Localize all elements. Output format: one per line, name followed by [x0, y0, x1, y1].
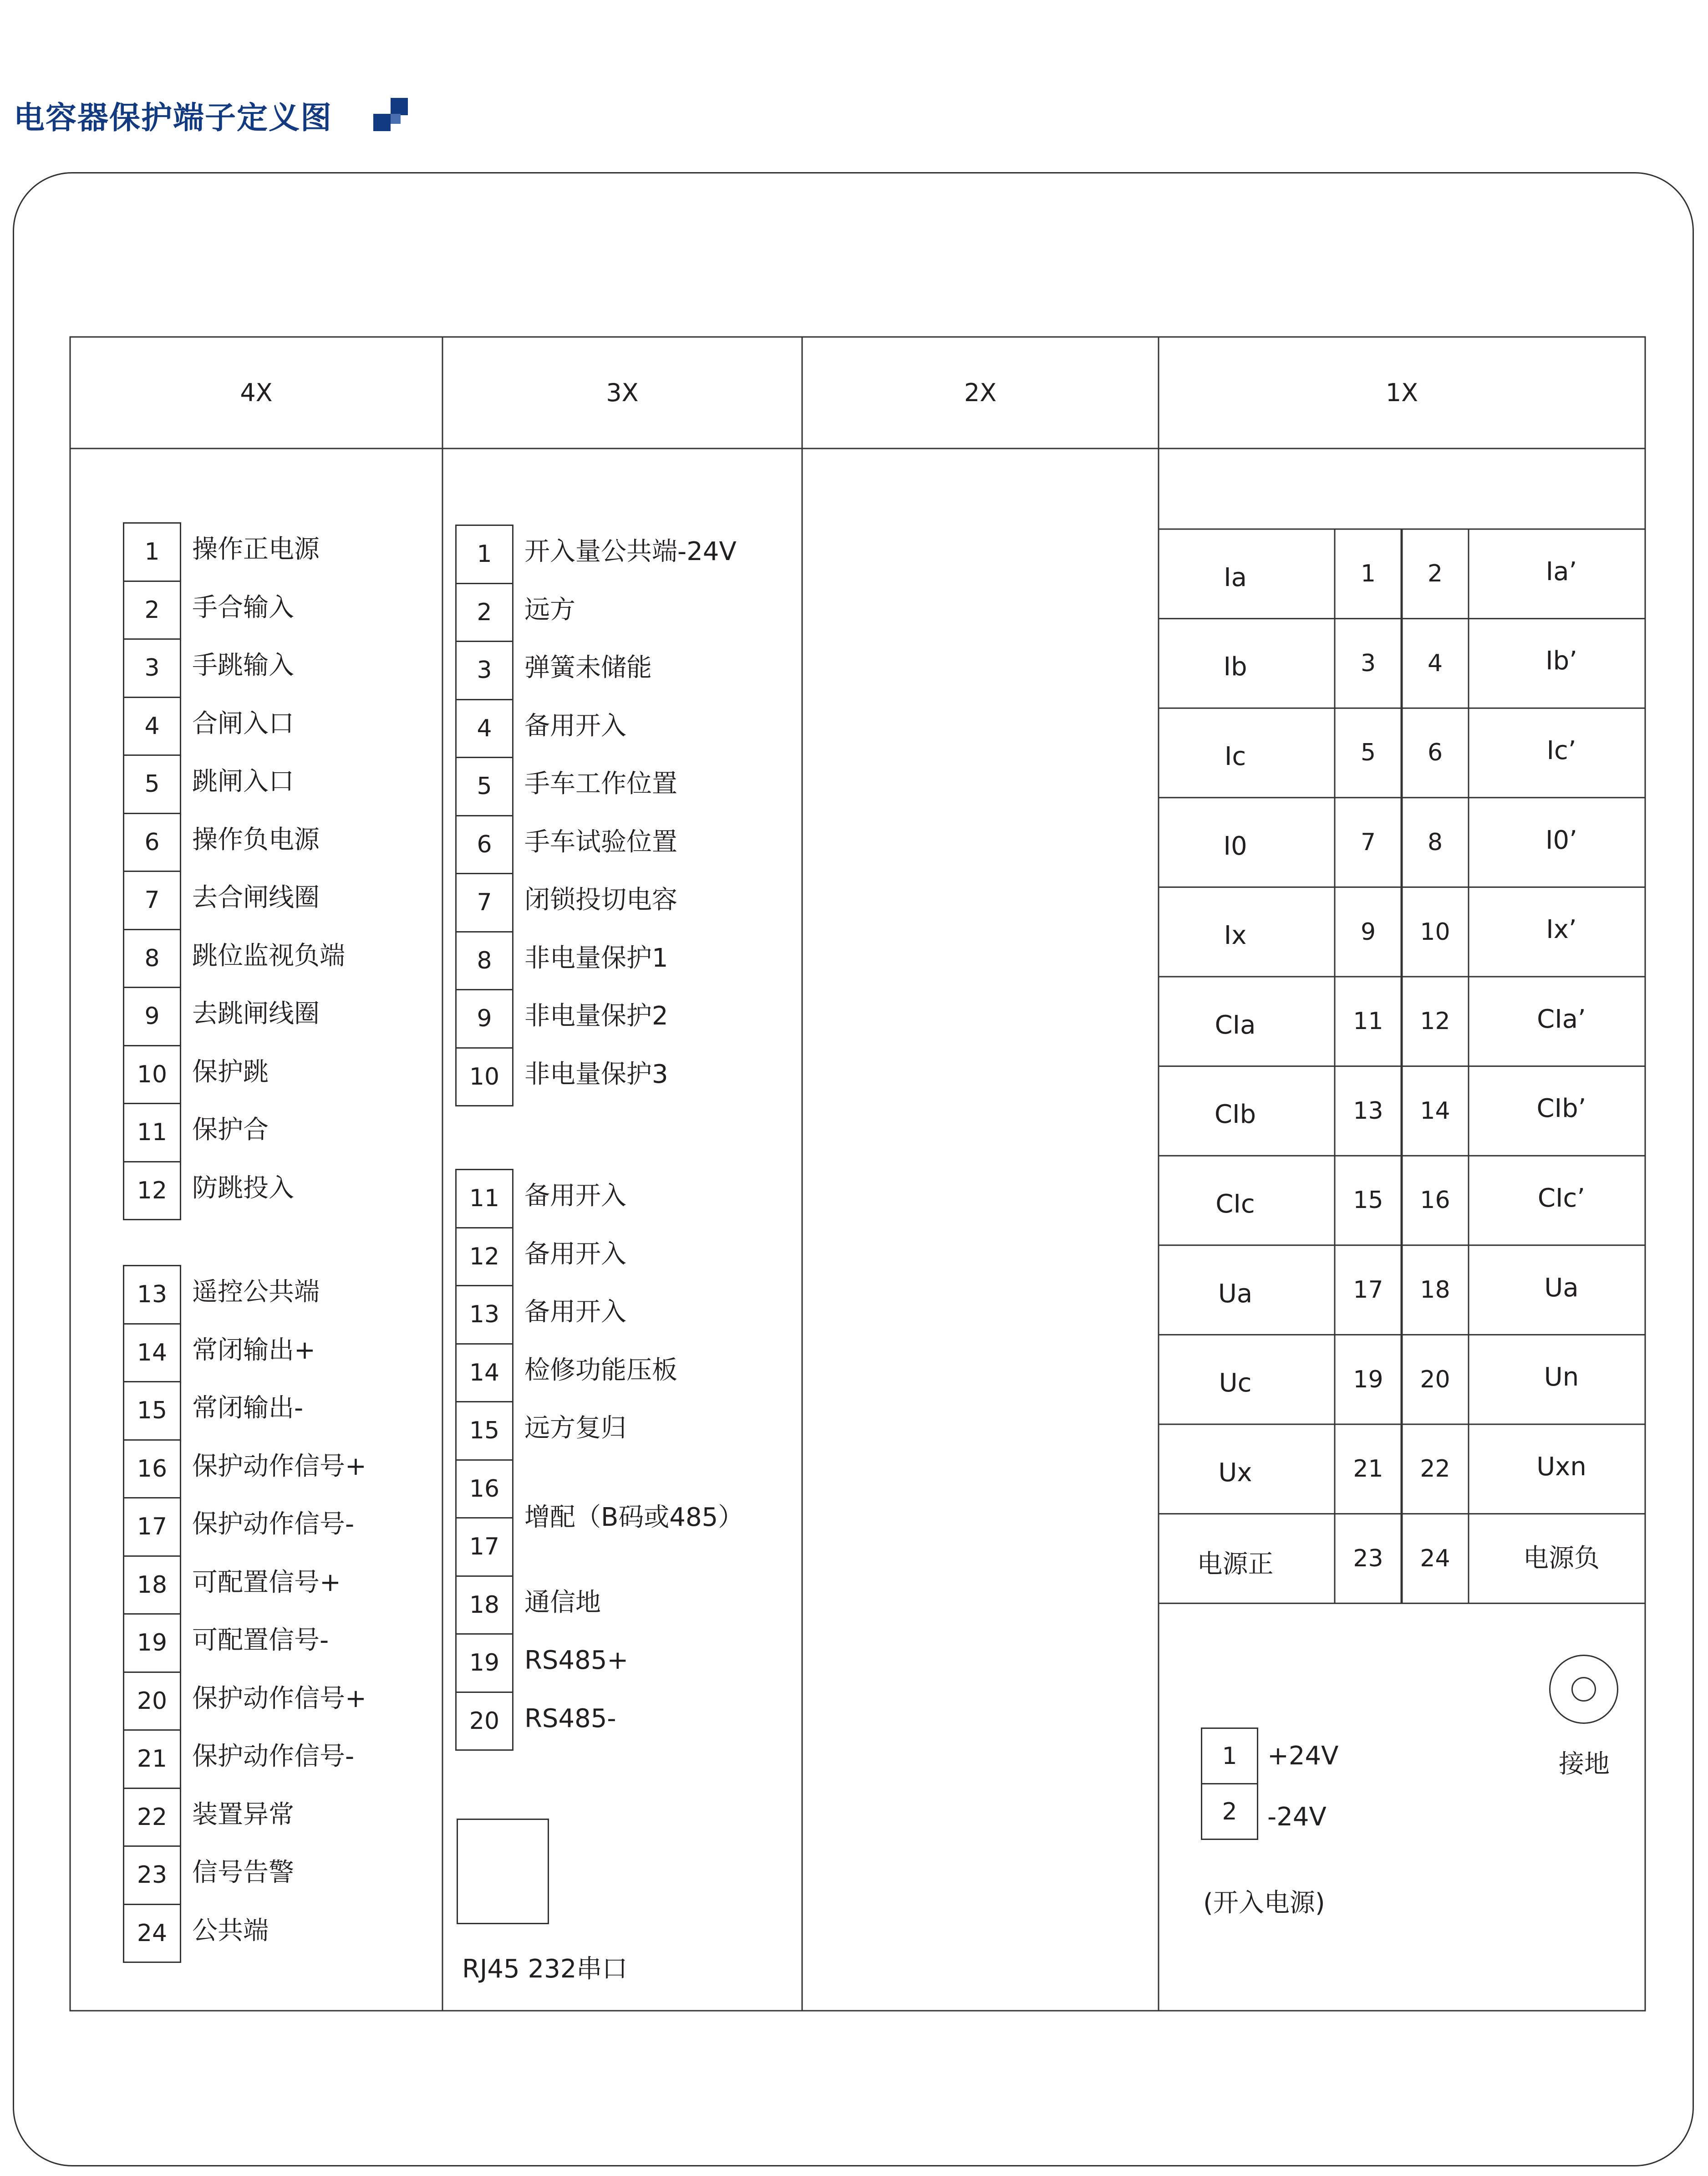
terminal-3x-num: 14 [455, 1343, 513, 1403]
terminal-3x-label: 备用开入 [524, 1181, 626, 1211]
terminal-3x-num: 18 [455, 1575, 513, 1635]
ground-terminal-icon [1549, 1655, 1618, 1724]
terminal-4x-label: 防跳投入 [192, 1173, 294, 1203]
terminal-4x-label: 保护动作信号+ [192, 1683, 366, 1713]
terminal-4x-num: 19 [123, 1613, 181, 1673]
terminal-1x-num-left: 5 [1360, 739, 1376, 767]
terminal-3x-label: 手车工作位置 [524, 769, 677, 799]
terminal-4x-label: 保护动作信号- [192, 1742, 355, 1771]
terminal-3x-label: 远方复归 [524, 1413, 626, 1443]
terminal-1x-num-left: 3 [1360, 649, 1376, 677]
terminal-3x-num: 8 [455, 931, 513, 991]
rj45-port-icon [457, 1819, 549, 1924]
terminal-3x-label: 非电量保护1 [524, 943, 668, 973]
terminal-4x-num: 7 [123, 871, 181, 930]
terminal-1x-right: CIb’ [1536, 1094, 1586, 1124]
terminal-3x-num: 2 [455, 583, 513, 642]
header-4x: 4X [240, 378, 273, 407]
terminal-4x-num: 12 [123, 1161, 181, 1221]
terminal-4x-label: 操作正电源 [192, 535, 320, 564]
terminal-4x-label: 常闭输出+ [192, 1335, 315, 1365]
terminal-1x-left: Ix [1224, 921, 1247, 951]
terminal-1x-num-left: 17 [1353, 1276, 1383, 1304]
terminal-1x-right: Ix’ [1546, 915, 1577, 945]
terminal-4x-num: 18 [123, 1555, 181, 1615]
terminal-4x-num: 3 [123, 638, 181, 698]
terminal-3x-label: 开入量公共端-24V [524, 537, 737, 566]
terminal-3x-label: 检修功能压板 [524, 1355, 677, 1385]
terminal-1x-left: Uc [1219, 1368, 1252, 1398]
terminal-4x-label: 可配置信号- [192, 1626, 329, 1655]
dc-input-num-2: 2 [1201, 1783, 1258, 1840]
terminal-1x-right: Un [1544, 1362, 1579, 1392]
terminal-1x-num-left: 1 [1360, 560, 1376, 588]
terminal-1x-num-right: 22 [1420, 1455, 1450, 1483]
ground-label: 接地 [1559, 1749, 1610, 1779]
terminal-4x-label: 信号告警 [192, 1858, 294, 1887]
terminal-3x-num: 11 [455, 1169, 513, 1228]
terminal-1x-left: I0 [1223, 831, 1247, 861]
terminal-1x-num-left: 11 [1353, 1008, 1383, 1035]
terminal-3x-num: 15 [455, 1401, 513, 1461]
terminal-1x-right: Ua [1544, 1273, 1579, 1303]
terminal-1x-num-right: 4 [1427, 649, 1443, 677]
terminal-3x-num: 4 [455, 699, 513, 759]
terminal-1x-left: Ux [1218, 1457, 1252, 1488]
terminal-3x-num: 7 [455, 873, 513, 933]
terminal-4x-label: 跳闸入口 [192, 767, 294, 796]
terminal-3x-label: 远方 [524, 595, 575, 625]
terminal-3x-num: 1 [455, 525, 513, 584]
rj45-label: RJ45 232串口 [462, 1954, 628, 1984]
terminal-4x-label: 遥控公共端 [192, 1277, 320, 1307]
terminal-4x-num: 21 [123, 1729, 181, 1789]
terminal-1x-num-left: 15 [1353, 1187, 1383, 1214]
terminal-3x-label: 备用开入 [524, 1239, 626, 1269]
terminal-4x-num: 1 [123, 522, 181, 582]
terminal-4x-label: 去合闸线圈 [192, 883, 320, 912]
header-3x: 3X [606, 378, 639, 407]
terminal-1x-left: Ia [1224, 562, 1247, 592]
dc-input-label-2: -24V [1267, 1802, 1327, 1832]
terminal-4x-label: 保护动作信号+ [192, 1451, 366, 1481]
terminal-4x-num: 5 [123, 754, 181, 814]
terminal-1x-num-right: 16 [1420, 1187, 1450, 1214]
terminal-1x-num-right: 18 [1420, 1276, 1450, 1304]
terminal-1x-num-left: 19 [1353, 1366, 1383, 1393]
dc-input-caption: (开入电源) [1203, 1888, 1325, 1918]
terminal-3x-label: 非电量保护2 [524, 1001, 668, 1031]
terminal-1x-left: Ic [1224, 741, 1246, 771]
terminal-1x-right: CIc’ [1537, 1183, 1586, 1213]
terminal-1x-right: CIa’ [1537, 1004, 1586, 1034]
header-2x: 2X [964, 378, 997, 407]
terminal-1x-right: Ic’ [1546, 735, 1576, 765]
terminal-1x-left: 电源正 [1197, 1549, 1274, 1579]
terminal-3x-label: 通信地 [524, 1587, 601, 1617]
terminal-1x-left: Ua [1218, 1279, 1253, 1309]
terminal-4x-num: 16 [123, 1439, 181, 1499]
terminal-4x-num: 14 [123, 1323, 181, 1383]
terminal-4x-label: 手合输入 [192, 592, 294, 622]
header-1x: 1X [1385, 378, 1418, 407]
terminal-3x-label: RS485- [524, 1703, 616, 1733]
terminal-1x-num-left: 7 [1360, 829, 1376, 856]
terminal-1x-left: CIb [1214, 1100, 1256, 1130]
terminal-3x-num: 16 [455, 1459, 513, 1519]
terminal-3x-label: 闭锁投切电容 [524, 885, 677, 915]
terminal-4x-num: 4 [123, 697, 181, 756]
terminal-3x-num: 6 [455, 815, 513, 875]
terminal-1x-left: CIc [1215, 1189, 1255, 1219]
terminal-4x-label: 跳位监视负端 [192, 941, 345, 971]
terminal-3x-label: RS485+ [524, 1646, 629, 1675]
terminal-4x-label: 保护动作信号- [192, 1509, 355, 1539]
terminal-1x-num-left: 13 [1353, 1097, 1383, 1125]
terminal-1x-right: Ib’ [1545, 646, 1577, 676]
terminal-4x-label: 保护跳 [192, 1057, 269, 1087]
terminal-4x-num: 13 [123, 1265, 181, 1325]
terminal-4x-num: 20 [123, 1671, 181, 1731]
terminal-1x-num-right: 6 [1427, 739, 1443, 767]
terminal-3x-label: 手车试验位置 [524, 827, 677, 857]
terminal-4x-label: 装置异常 [192, 1799, 294, 1829]
terminal-3x-num: 3 [455, 641, 513, 700]
terminal-3x-num: 19 [455, 1633, 513, 1693]
terminal-1x-num-right: 14 [1420, 1097, 1450, 1125]
terminal-4x-num: 22 [123, 1788, 181, 1847]
terminal-4x-label: 合闸入口 [192, 708, 294, 739]
terminal-3x-num: 9 [455, 989, 513, 1049]
terminal-1x-right: I0’ [1545, 825, 1577, 855]
terminal-3x-num: 12 [455, 1227, 513, 1287]
terminal-3x-num: 5 [455, 757, 513, 816]
terminal-1x-num-left: 9 [1360, 918, 1376, 946]
terminal-4x-num: 2 [123, 581, 181, 640]
terminal-4x-num: 15 [123, 1381, 181, 1441]
terminal-4x-label: 操作负电源 [192, 825, 320, 855]
terminal-3x-num: 13 [455, 1285, 513, 1345]
terminal-1x-num-right: 8 [1427, 829, 1443, 856]
terminal-4x-num: 9 [123, 987, 181, 1046]
terminal-4x-num: 6 [123, 813, 181, 872]
dc-input-num-1: 1 [1201, 1728, 1258, 1784]
terminal-4x-num: 11 [123, 1103, 181, 1162]
terminal-4x-label: 保护合 [192, 1115, 269, 1145]
terminal-3x-label: 弹簧未储能 [524, 653, 652, 683]
terminal-1x-left: Ib [1223, 652, 1247, 682]
dc-input-label-1: +24V [1267, 1741, 1339, 1771]
terminal-3x-label: 非电量保护3 [524, 1059, 668, 1089]
terminal-4x-num: 24 [123, 1904, 181, 1963]
terminal-1x-num-right: 12 [1420, 1008, 1450, 1035]
terminal-1x-num-right: 24 [1420, 1544, 1450, 1572]
terminal-3x-num: 17 [455, 1517, 513, 1577]
terminal-4x-num: 23 [123, 1845, 181, 1905]
terminal-1x-num-right: 10 [1420, 918, 1450, 946]
terminal-1x-num-right: 20 [1420, 1366, 1450, 1393]
merged-label-16-17: 增配（B码或485） [524, 1503, 744, 1532]
terminal-4x-label: 可配置信号+ [192, 1567, 341, 1597]
page-title: 电容器保护端子定义图 [14, 100, 333, 136]
terminal-1x-right: Uxn [1536, 1452, 1586, 1482]
terminal-4x-label: 手跳输入 [192, 651, 294, 680]
terminal-3x-num: 10 [455, 1047, 513, 1107]
terminal-4x-num: 8 [123, 929, 181, 989]
terminal-1x-left: CIa [1215, 1010, 1256, 1040]
terminal-4x-num: 17 [123, 1497, 181, 1557]
terminal-4x-label: 去跳闸线圈 [192, 999, 320, 1029]
terminal-3x-num: 20 [455, 1692, 513, 1751]
terminal-3x-label: 备用开入 [524, 1297, 626, 1327]
terminal-4x-num: 10 [123, 1045, 181, 1105]
terminal-1x-num-left: 21 [1353, 1455, 1383, 1483]
terminal-1x-right: Ia’ [1545, 556, 1577, 586]
terminal-4x-label: 常闭输出- [192, 1393, 304, 1423]
terminal-1x-num-left: 23 [1353, 1544, 1383, 1572]
terminal-1x-num-right: 2 [1427, 560, 1443, 588]
terminal-1x-right: 电源负 [1523, 1543, 1600, 1573]
terminal-3x-label: 备用开入 [524, 711, 626, 741]
terminal-4x-label: 公共端 [192, 1916, 269, 1946]
